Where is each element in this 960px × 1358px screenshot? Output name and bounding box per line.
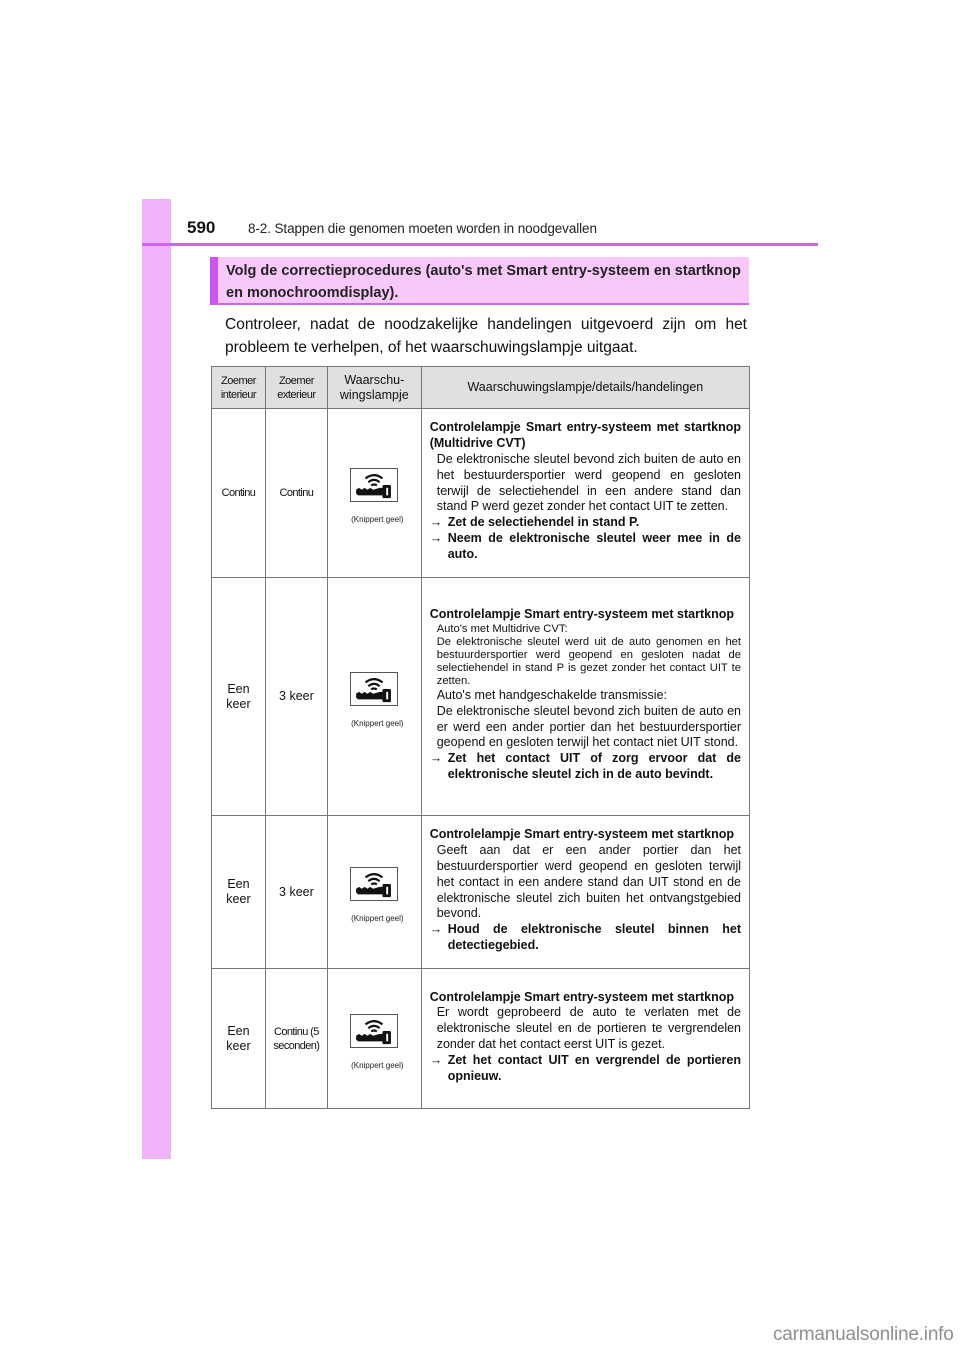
interior-buzzer-cell: Een keer [212,816,266,969]
page-number: 590 [187,218,216,237]
header-interior-buzzer [212,367,266,409]
action-text: Zet het contact UIT en vergrendel de portieren opnieuw. [447,1052,741,1083]
details-title: Controlelampje Smart entry-systeem met startknop [429,989,734,1004]
table-header-row [212,367,750,409]
details-title: Controlelampje Smart entry-systeem met startknop (Multidrive CVT) [429,420,741,451]
exterior-buzzer-cell: 3 keer [265,816,327,969]
action-text: Zet het contact UIT of zorg ervoor dat de elektronische sleutel zich in de auto bevindt. [447,751,741,781]
details-action [430,515,741,531]
header-rule [142,243,818,246]
details-sub-label: Auto's met handgeschakelde transmissie: [436,688,668,702]
interior-buzzer-cell: Een keer [212,969,266,1109]
exterior-buzzer-cell: Continu (5 seconden) [265,969,327,1109]
lamp-note: (Knippert geel) [351,718,404,728]
warning-light-cell [327,816,421,969]
arrow-right-icon: → [429,530,443,545]
arrow-right-icon: → [429,1052,443,1067]
header-text: Waarschu- [344,372,405,387]
arrow-right-icon: → [429,751,443,766]
details-action [430,1053,741,1085]
details-title: Controlelampje Smart entry-systeem met startknop [429,607,734,622]
header-text: exterieur [277,388,316,401]
arrow-right-icon: → [429,515,443,530]
table-row [212,816,750,969]
header-exterior-buzzer [265,367,327,409]
exterior-buzzer-cell: 3 keer [265,578,327,816]
smart-key-indicator-icon [350,1014,398,1048]
header-text: wingslampje [339,387,409,402]
action-text: Zet de selectiehendel in stand P. [447,515,640,530]
details-cell [421,578,749,816]
table-row [212,578,750,816]
header-warning-light [327,367,421,409]
interior-buzzer-cell: Continu [212,409,266,578]
details-text: Er wordt geprobeerd de auto te verlaten met de elektronische sleutel en de portieren te vergrendelen zonder dat het contact eerst UIT is gezet. [436,1005,741,1051]
action-text: Neem de elektronische sleutel weer mee in de auto. [447,530,741,561]
smart-key-indicator-icon [350,468,398,502]
warning-light-cell [327,578,421,816]
smart-key-indicator-icon [350,867,398,901]
details-cell [421,409,749,578]
exterior-buzzer-cell: Continu [265,409,327,578]
warning-table [211,366,750,1109]
details-action [430,751,741,783]
interior-buzzer-cell: Een keer [212,578,266,816]
lamp-note: (Knippert geel) [351,914,404,923]
header-text: interieur [220,388,257,401]
details-cell [421,969,749,1109]
header-details: Waarschuwingslampje/details/handelingen [421,367,749,409]
details-title: Controlelampje Smart entry-systeem met startknop [429,827,734,842]
chapter-side-tab [142,199,171,1159]
header-text: Zoemer [278,374,314,387]
action-text: Houd de elektronische sleutel binnen het detectiegebied. [447,922,741,952]
table-row [212,969,750,1109]
details-text: De elektronische sleutel bevond zich buiten de auto en er werd een ander portier dan het bestuurdersportier geopend en gesloten terwijl het contact niet UIT stond. [436,703,741,750]
details-sub-label: Auto's met Multidrive CVT: [436,623,568,635]
details-action [430,922,741,954]
arrow-right-icon: → [429,922,443,937]
intro-paragraph: Controleer, nadat de noodzakelijke handelingen uitgevoerd zijn om het probleem te verhelpen, of het waarschuwingslampje uitgaat. [225,316,747,356]
details-text: De elektronische sleutel bevond zich buiten de auto en het bestuurdersportier werd geopend en gesloten terwijl de selectiehendel in een andere stand dan stand P werd gezet zonder het contact UIT te zetten. [436,452,741,514]
details-text: Geeft aan dat er een ander portier dan het bestuurdersportier werd geopend en gesloten terwijl het contact in een andere stand dan UIT stond en de elektronische sleutel zich buiten het ontvangstgebied bevond. [436,843,741,921]
callout-title: Volg de correctieprocedures (auto's met Smart entry-systeem en startknop en monochroomdisplay). [226,263,741,301]
lamp-note: (Knippert geel) [351,1060,404,1070]
details-text: De elektronische sleutel werd uit de auto genomen en het bestuurdersportier werd geopend en gesloten nadat de selectiehendel in stand P is gezet zonder het contact UIT te zetten. [436,636,741,687]
section-callout [210,257,749,305]
running-head: 8-2. Stappen die genomen moeten worden in noodgevallen [248,221,597,236]
warning-light-cell [327,409,421,578]
table-row [212,409,750,578]
lamp-note: (Knippert geel) [351,515,404,524]
warning-light-cell [327,969,421,1109]
details-action [430,531,741,563]
header-text: Zoemer [221,374,256,387]
watermark-link[interactable]: carmanualsonline.info [773,1324,954,1345]
smart-key-indicator-icon [350,672,398,706]
details-cell [421,816,749,969]
